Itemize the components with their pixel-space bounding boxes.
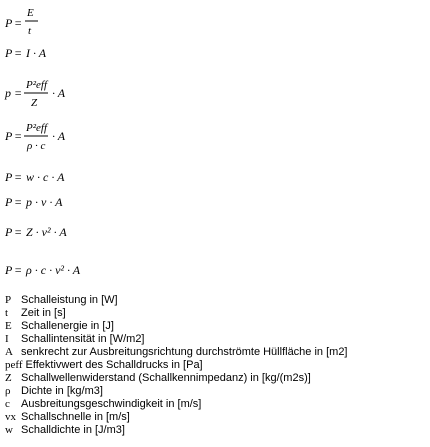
formula-3-numerator: P²eff — [26, 79, 48, 91]
formula-1-equals: = — [14, 16, 23, 30]
legend-symbol: c — [5, 398, 10, 410]
formula-5-equals: = — [14, 170, 23, 184]
legend-description: Schallenergie in [J] — [21, 320, 114, 332]
formula-8-lhs: P — [5, 263, 13, 277]
legend-symbol: A — [5, 346, 13, 358]
formula-3-denominator: Z — [31, 97, 38, 109]
formula-4-numerator: P²eff — [26, 122, 48, 134]
legend-symbol: P — [5, 294, 12, 306]
formula-3-lhs: p — [5, 86, 11, 100]
formula-4 — [4, 122, 66, 152]
formula-1-numerator: E — [27, 7, 34, 19]
formula-6-lhs: P — [5, 195, 13, 209]
legend-description: senkrecht zur Ausbreitungsrichtung durchströmte Hüllfläche in [m2] — [21, 346, 348, 358]
formula-8 — [4, 263, 81, 277]
legend-symbol: ρ — [5, 385, 11, 397]
legend-description: Schallintensität in [W/m2] — [21, 333, 145, 345]
formula-3 — [4, 79, 66, 109]
formula-5-expression: w · c · A — [26, 170, 65, 184]
legend-description: Schallschnelle in [m/s] — [21, 411, 130, 423]
legend-description: Schalldichte in [J/m3] — [21, 424, 125, 436]
formula-3-equals: = — [14, 86, 23, 100]
legend-description: Ausbreitungsgeschwindigkeit in [m/s] — [21, 398, 202, 410]
legend-symbol: peff — [5, 359, 23, 371]
formula-4-lhs: P — [5, 129, 13, 143]
formula-1-denominator: t — [28, 25, 32, 37]
legend-row-impedance — [5, 372, 430, 385]
legend-symbol: w — [5, 424, 13, 436]
formula-2-equals: = — [14, 46, 23, 60]
formula-3-tail: · A — [52, 86, 66, 100]
formula-6 — [4, 195, 63, 209]
legend-row-intensity — [5, 333, 430, 346]
legend-symbol: t — [5, 307, 9, 319]
legend-row-density — [5, 385, 430, 398]
legend-row-energy-density — [5, 424, 430, 437]
formula-8-equals: = — [14, 263, 23, 277]
legend-row-speed — [5, 398, 430, 411]
legend-row-peff — [5, 359, 430, 372]
formula-6-expression: p · v · A — [26, 195, 63, 209]
legend-row-energy — [5, 320, 430, 333]
legend-row-area — [5, 346, 430, 359]
formula-4-tail: · A — [52, 129, 66, 143]
formula-7-equals: = — [14, 225, 23, 239]
formula-2-expression: I · A — [26, 46, 47, 60]
formula-7-expression: Z · v² · A — [26, 225, 67, 239]
formula-6-equals: = — [14, 195, 23, 209]
formula-1-lhs: P — [5, 16, 13, 30]
legend-row-time — [5, 307, 430, 320]
formula-1 — [4, 7, 38, 37]
legend-row-power — [5, 294, 430, 307]
legend-description: Effektivwert des Schalldrucks in [Pa] — [25, 359, 203, 371]
legend-description: Schallwellenwiderstand (Schallkennimpedanz) in [kg/(m2s)] — [21, 372, 311, 384]
formula-7-lhs: P — [5, 225, 13, 239]
formula-2-lhs: P — [5, 46, 13, 60]
legend-row-velocity — [5, 411, 430, 424]
legend-symbol: I — [5, 333, 9, 345]
legend-description: Dichte in [kg/m3] — [21, 385, 103, 397]
symbol-legend — [5, 294, 430, 437]
formula-8-expression: ρ · c · v² · A — [26, 263, 81, 277]
formula-4-equals: = — [14, 129, 23, 143]
formula-7 — [4, 225, 67, 239]
legend-symbol: E — [5, 320, 12, 332]
formula-2 — [4, 46, 47, 60]
legend-symbol: vx — [5, 411, 16, 423]
formula-5-lhs: P — [5, 170, 13, 184]
legend-description: Schalleistung in [W] — [21, 294, 118, 306]
legend-symbol: Z — [5, 372, 12, 384]
formula-4-denominator: ρ · c — [27, 140, 46, 152]
legend-description: Zeit in [s] — [21, 307, 66, 319]
formula-5 — [4, 170, 65, 184]
